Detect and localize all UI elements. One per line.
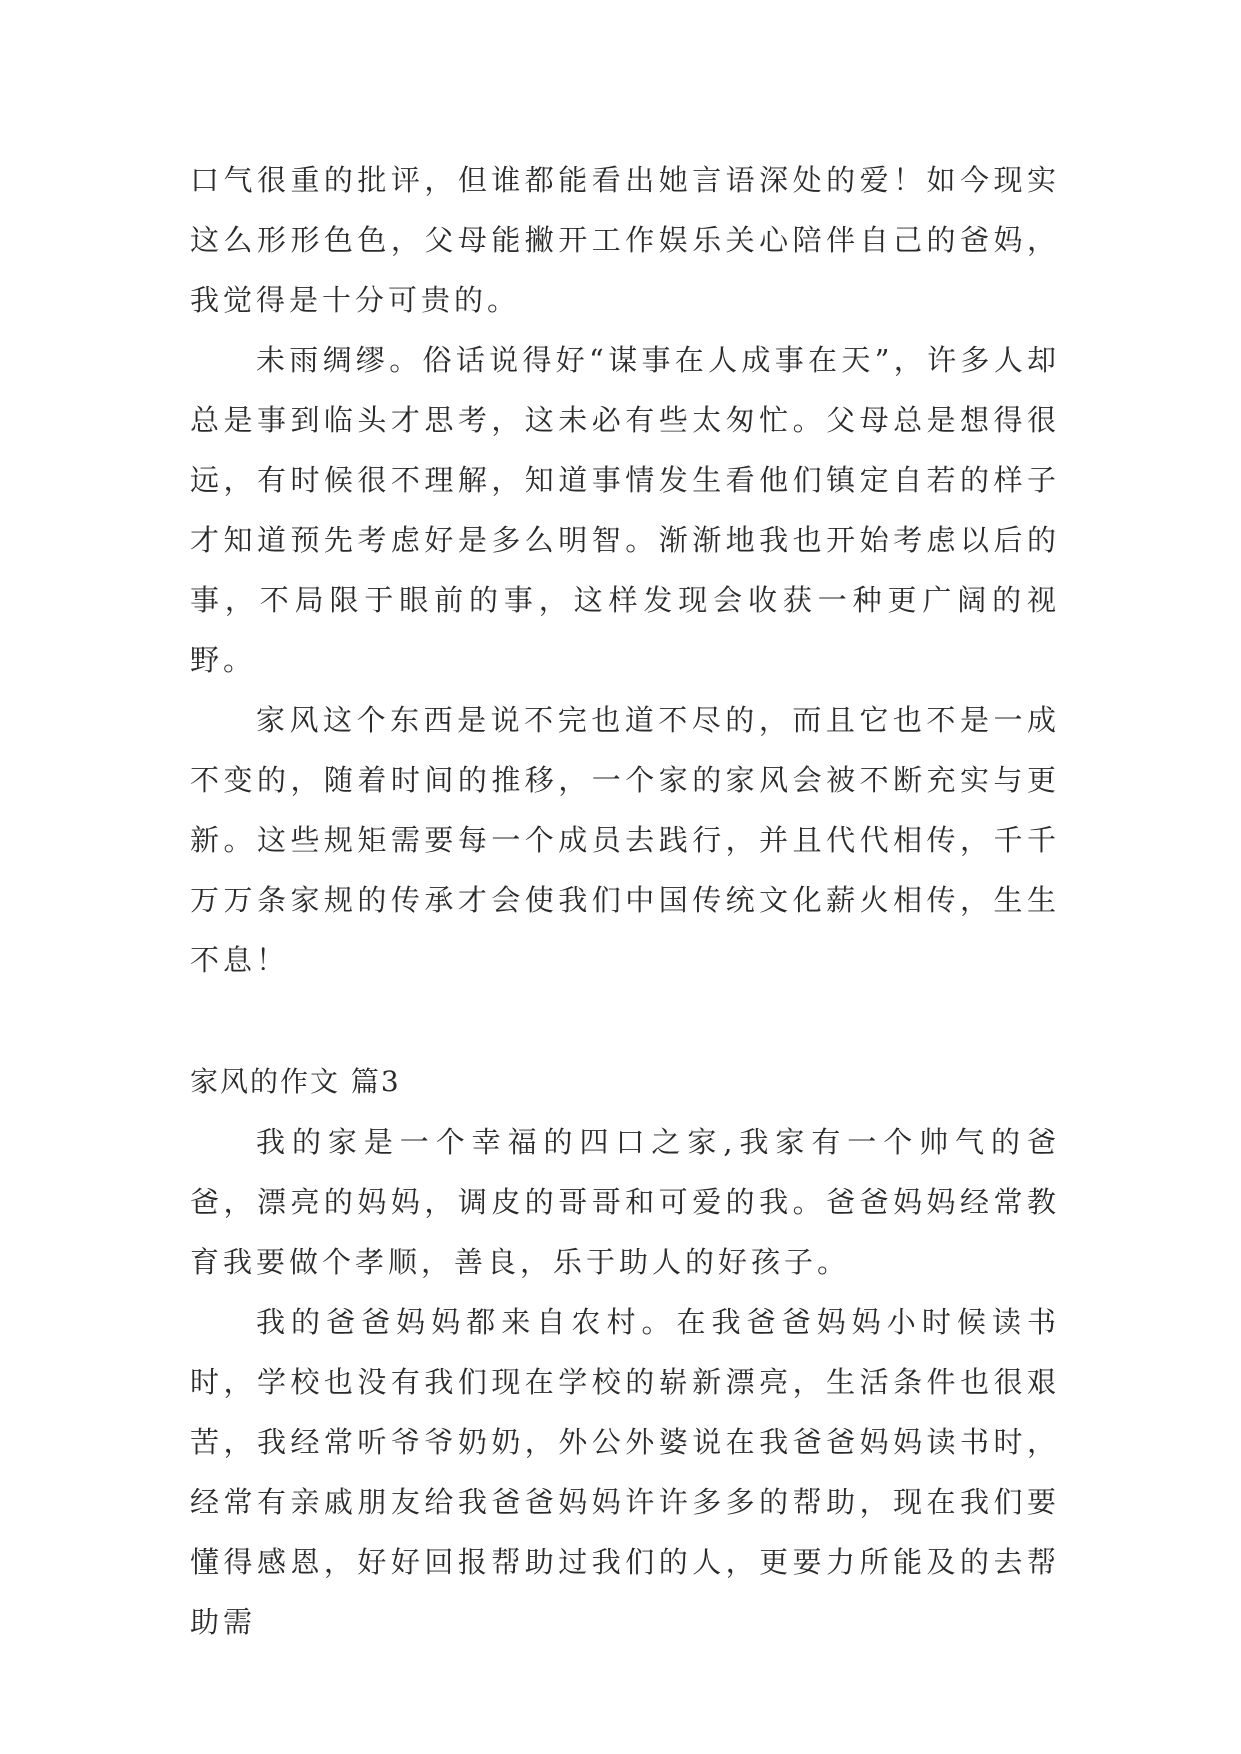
section-title: 家风的作文 篇3	[190, 1065, 401, 1098]
paragraph-family-tradition: 家风这个东西是说不完也道不尽的，而且它也不是一成不变的，随着时间的推移，一个家的家风会被不断充实与更新。这些规矩需要每一个成员去践行，并且代代相传，千千万万条家规的传承才会使我们中国传统文化薪火相传，生生不息！	[190, 703, 1060, 977]
paragraph-parents-rural: 我的爸爸妈妈都来自农村。在我爸爸妈妈小时候读书时，学校也没有我们现在学校的崭新漂亮，生活条件也很艰苦，我经常听爷爷奶奶，外公外婆说在我爸爸妈妈读书时，经常有亲戚朋友给我爸爸妈妈许许多多的帮助，现在我们要懂得感恩，好好回报帮助过我们的人，更要力所能及的去帮助需	[190, 1305, 1060, 1639]
document-page	[190, 150, 1060, 1652]
paragraph-continued: 口气很重的批评，但谁都能看出她言语深处的爱！如今现实这么形形色色，父母能撇开工作娱乐关心陪伴自己的爸妈，我觉得是十分可贵的。	[190, 163, 1060, 317]
paragraph-happy-family: 我的家是一个幸福的四口之家,我家有一个帅气的爸爸，漂亮的妈妈，调皮的哥哥和可爱的我。爸爸妈妈经常教育我要做个孝顺，善良，乐于助人的好孩子。	[190, 1125, 1060, 1279]
paragraph-foresight: 未雨绸缪。俗话说得好“谋事在人成事在天”，许多人却总是事到临头才思考，这未必有些太匆忙。父母总是想得很远，有时候很不理解，知道事情发生看他们镇定自若的样子才知道预先考虑好是多么明智。渐渐地我也开始考虑以后的事，不局限于眼前的事，这样发现会收获一种更广阔的视野。	[190, 343, 1060, 677]
